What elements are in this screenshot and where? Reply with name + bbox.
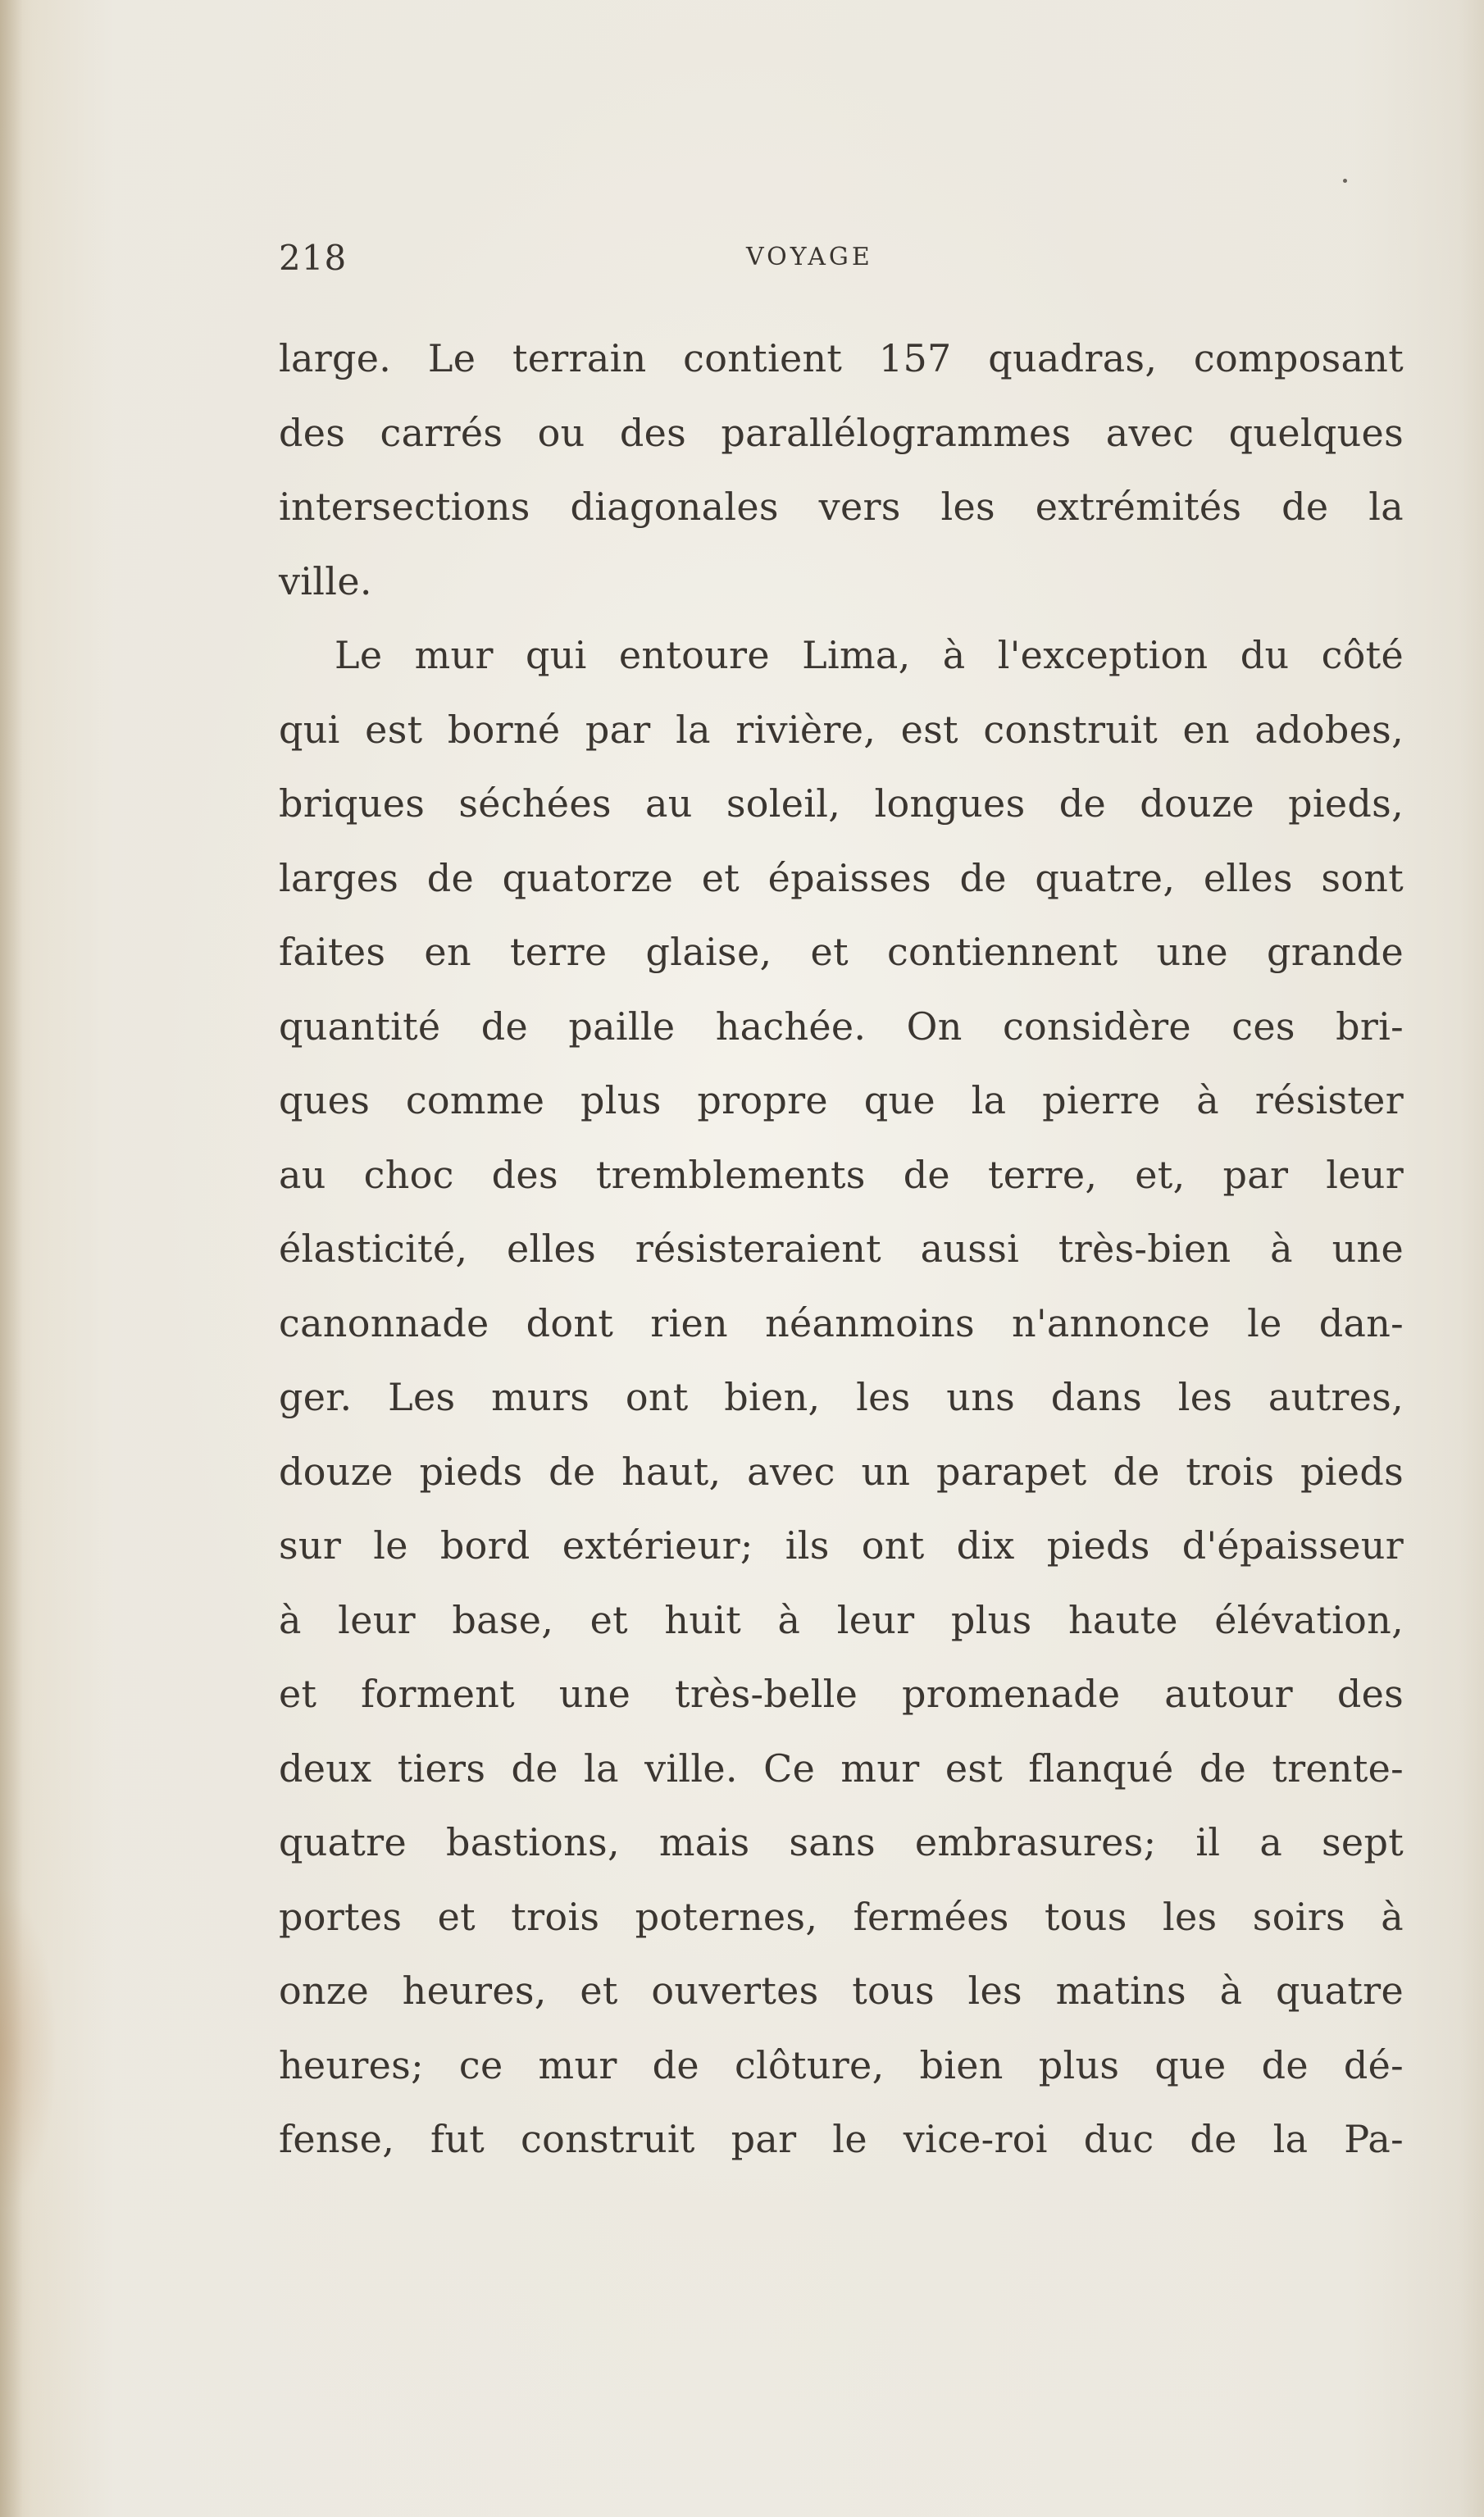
text-line: élasticité, elles résisteraient aussi très-bien à une xyxy=(279,1227,1404,1271)
ink-speck xyxy=(1343,179,1347,183)
text-line: et forment une très-belle promenade autour des xyxy=(279,1672,1404,1716)
text-line: ques comme plus propre que la pierre à résister xyxy=(279,1078,1404,1122)
text-line: large. Le terrain contient 157 quadras, composant xyxy=(279,336,1404,380)
text-line: quatre bastions, mais sans embrasures; il a sept xyxy=(279,1820,1404,1864)
text-line: des carrés ou des parallélogrammes avec quelques xyxy=(279,410,1404,455)
text-line: fense, fut construit par le vice-roi duc de la Pa- xyxy=(279,2117,1404,2161)
text-line: faites en terre glaise, et contiennent une grande xyxy=(279,930,1404,974)
paragraph-first-line: Le mur qui entoure Lima, à l'exception du côté xyxy=(335,633,1404,677)
text-line: ger. Les murs ont bien, les uns dans les autres, xyxy=(279,1375,1404,1419)
text-line: à leur base, et huit à leur plus haute élévation, xyxy=(279,1597,1404,1642)
text-line: canonnade dont rien néanmoins n'annonce le dan- xyxy=(279,1300,1404,1345)
paper-stain xyxy=(0,1886,57,2214)
running-head: VOYAGE xyxy=(746,243,873,271)
text-line: briques séchées au soleil, longues de douze pieds, xyxy=(279,781,1404,826)
text-line: au choc des tremblements de terre, et, par leur xyxy=(279,1152,1404,1197)
text-line: heures; ce mur de clôture, bien plus que de dé- xyxy=(279,2042,1404,2087)
text-line: ville. xyxy=(279,558,372,603)
text-line: portes et trois poternes, fermées tous les soirs à xyxy=(279,1894,1404,1939)
page-number: 218 xyxy=(279,238,348,278)
page-header xyxy=(279,238,1410,287)
text-line: intersections diagonales vers les extrémités de la xyxy=(279,485,1404,529)
body-text xyxy=(279,321,1404,2177)
text-line: deux tiers de la ville. Ce mur est flanqué de trente- xyxy=(279,1746,1404,1791)
text-line: onze heures, et ouvertes tous les matins à quatre xyxy=(279,1969,1404,2013)
text-line: quantité de paille hachée. On considère ces bri- xyxy=(279,1004,1404,1049)
text-line: qui est borné par la rivière, est construit en adobes, xyxy=(279,707,1404,752)
text-line: douze pieds de haut, avec un parapet de trois pieds xyxy=(279,1449,1404,1494)
text-line: sur le bord extérieur; ils ont dix pieds d'épaisseur xyxy=(279,1523,1404,1568)
text-line: larges de quatorze et épaisses de quatre, elles sont xyxy=(279,855,1404,900)
